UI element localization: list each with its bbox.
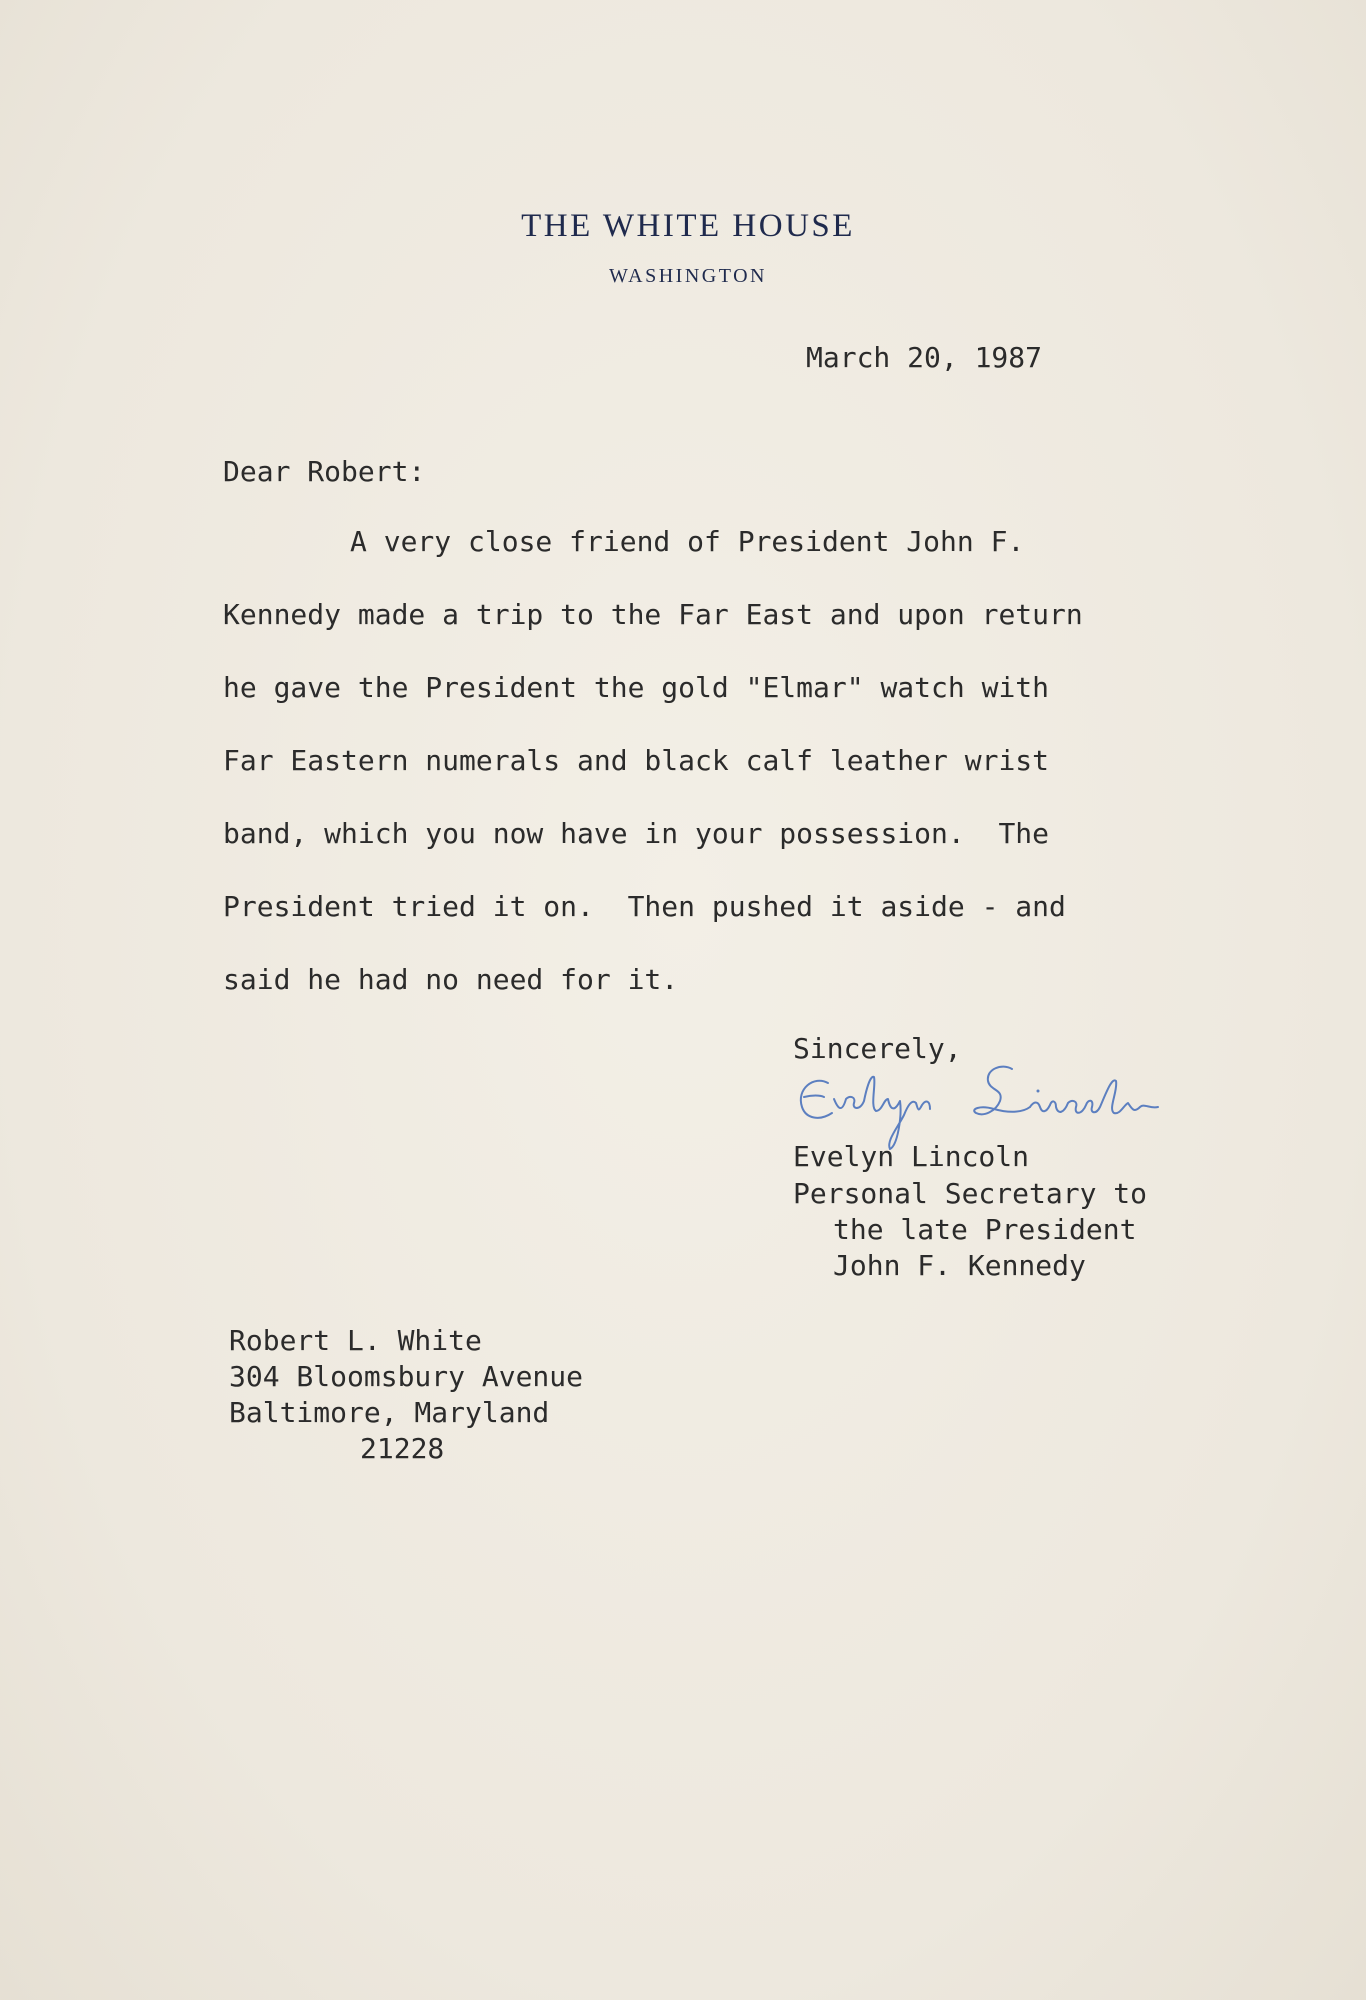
address-line-3: Baltimore, Maryland bbox=[229, 1396, 550, 1429]
body-line-1: A very close friend of President John F. bbox=[350, 525, 1025, 558]
body-line-3: he gave the President the gold "Elmar" watch with bbox=[223, 671, 1050, 704]
signer-title-3: John F. Kennedy bbox=[833, 1249, 1086, 1282]
body-line-4: Far Eastern numerals and black calf leather wrist bbox=[223, 744, 1050, 777]
body-line-6: President tried it on. Then pushed it aside - and bbox=[223, 890, 1066, 923]
address-zip: 21228 bbox=[360, 1432, 445, 1465]
letter-date: March 20, 1987 bbox=[806, 341, 1043, 374]
body-line-2: Kennedy made a trip to the Far East and upon return bbox=[223, 598, 1083, 631]
body-line-7: said he had no need for it. bbox=[223, 963, 679, 996]
body-line-5: band, which you now have in your possession. The bbox=[223, 817, 1050, 850]
signer-title-2: the late President bbox=[833, 1213, 1137, 1246]
letterhead-title: THE WHITE HOUSE bbox=[521, 208, 855, 244]
address-line-1: Robert L. White bbox=[229, 1324, 482, 1357]
closing: Sincerely, bbox=[793, 1032, 962, 1065]
letterhead-city: WASHINGTON bbox=[609, 265, 767, 287]
signer-name: Evelyn Lincoln bbox=[793, 1140, 1030, 1173]
address-line-2: 304 Bloomsbury Avenue bbox=[229, 1360, 584, 1393]
signer-title-1: Personal Secretary to bbox=[793, 1177, 1148, 1210]
salutation: Dear Robert: bbox=[223, 455, 426, 488]
